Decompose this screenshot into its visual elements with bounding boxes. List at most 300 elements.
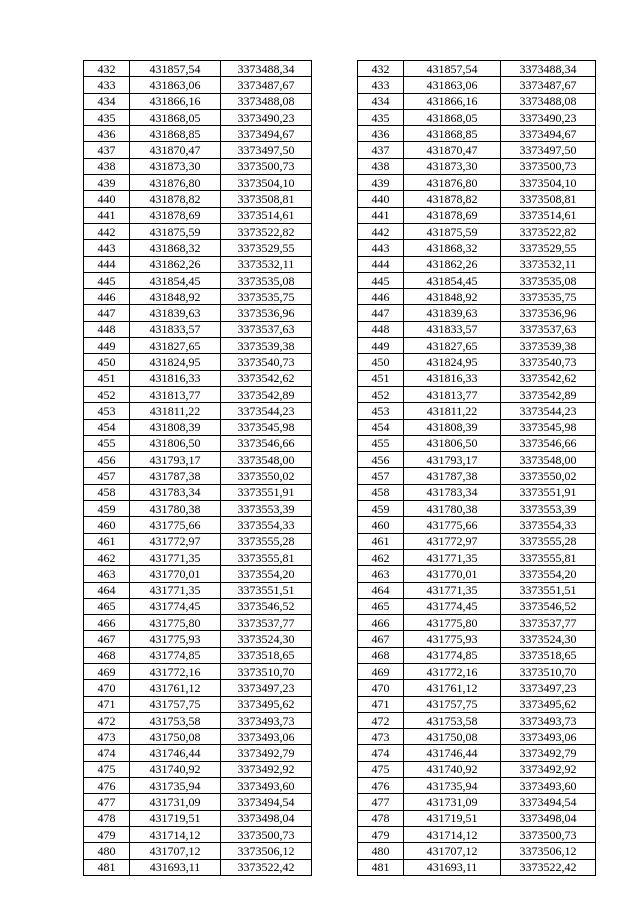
point-number-cell: 443	[84, 240, 130, 256]
x-coordinate-cell-copy: 431868,85	[404, 126, 501, 142]
point-number-cell: 475	[84, 761, 130, 777]
y-coordinate-cell: 3373554,20	[221, 566, 312, 582]
column-gap-cell	[312, 370, 358, 386]
y-coordinate-cell-copy: 3373529,55	[501, 240, 596, 256]
column-gap-cell	[312, 435, 358, 451]
x-coordinate-cell-copy: 431808,39	[404, 419, 501, 435]
x-coordinate-cell: 431873,30	[130, 158, 221, 174]
point-number-cell: 445	[84, 272, 130, 288]
point-number-cell-copy: 479	[358, 826, 404, 842]
x-coordinate-cell: 431868,32	[130, 240, 221, 256]
x-coordinate-cell: 431772,97	[130, 533, 221, 549]
y-coordinate-cell: 3373500,73	[221, 158, 312, 174]
table-row	[84, 843, 596, 859]
y-coordinate-cell-copy: 3373551,91	[501, 484, 596, 500]
table-row	[84, 712, 596, 728]
point-number-cell-copy: 478	[358, 810, 404, 826]
point-number-cell: 457	[84, 468, 130, 484]
x-coordinate-cell: 431875,59	[130, 223, 221, 239]
point-number-cell-copy: 467	[358, 631, 404, 647]
y-coordinate-cell-copy: 3373522,42	[501, 859, 596, 875]
x-coordinate-cell-copy: 431854,45	[404, 272, 501, 288]
column-gap-cell	[312, 419, 358, 435]
point-number-cell-copy: 455	[358, 435, 404, 451]
point-number-cell-copy: 477	[358, 794, 404, 810]
x-coordinate-cell-copy: 431827,65	[404, 338, 501, 354]
x-coordinate-cell-copy: 431775,66	[404, 517, 501, 533]
point-number-cell-copy: 436	[358, 126, 404, 142]
y-coordinate-cell-copy: 3373542,62	[501, 370, 596, 386]
x-coordinate-cell: 431783,34	[130, 484, 221, 500]
x-coordinate-cell: 431827,65	[130, 338, 221, 354]
point-number-cell: 456	[84, 452, 130, 468]
table-row	[84, 256, 596, 272]
point-number-cell-copy: 460	[358, 517, 404, 533]
y-coordinate-cell-copy: 3373537,63	[501, 321, 596, 337]
y-coordinate-cell-copy: 3373550,02	[501, 468, 596, 484]
table-row	[84, 501, 596, 517]
point-number-cell: 458	[84, 484, 130, 500]
x-coordinate-cell-copy: 431783,34	[404, 484, 501, 500]
point-number-cell-copy: 469	[358, 663, 404, 679]
y-coordinate-cell-copy: 3373498,04	[501, 810, 596, 826]
y-coordinate-cell-copy: 3373537,77	[501, 615, 596, 631]
point-number-cell: 450	[84, 354, 130, 370]
y-coordinate-cell: 3373522,42	[221, 859, 312, 875]
point-number-cell-copy: 439	[358, 175, 404, 191]
coordinates-table	[83, 60, 596, 876]
table-row	[84, 175, 596, 191]
column-gap-cell	[312, 272, 358, 288]
y-coordinate-cell: 3373487,67	[221, 77, 312, 93]
table-row	[84, 142, 596, 158]
y-coordinate-cell-copy: 3373554,33	[501, 517, 596, 533]
point-number-cell-copy: 458	[358, 484, 404, 500]
y-coordinate-cell-copy: 3373488,08	[501, 93, 596, 109]
y-coordinate-cell: 3373535,08	[221, 272, 312, 288]
x-coordinate-cell-copy: 431693,11	[404, 859, 501, 875]
table-row	[84, 305, 596, 321]
y-coordinate-cell: 3373553,39	[221, 501, 312, 517]
table-row	[84, 191, 596, 207]
x-coordinate-cell: 431870,47	[130, 142, 221, 158]
column-gap-cell	[312, 680, 358, 696]
x-coordinate-cell: 431693,11	[130, 859, 221, 875]
point-number-cell-copy: 463	[358, 566, 404, 582]
x-coordinate-cell-copy: 431868,05	[404, 109, 501, 125]
x-coordinate-cell-copy: 431780,38	[404, 501, 501, 517]
column-gap-cell	[312, 77, 358, 93]
x-coordinate-cell-copy: 431806,50	[404, 435, 501, 451]
y-coordinate-cell-copy: 3373546,52	[501, 598, 596, 614]
y-coordinate-cell: 3373494,67	[221, 126, 312, 142]
y-coordinate-cell-copy: 3373500,73	[501, 158, 596, 174]
x-coordinate-cell: 431857,54	[130, 61, 221, 77]
x-coordinate-cell: 431848,92	[130, 289, 221, 305]
table-row	[84, 826, 596, 842]
table-row	[84, 517, 596, 533]
y-coordinate-cell: 3373524,30	[221, 631, 312, 647]
x-coordinate-cell: 431750,08	[130, 729, 221, 745]
point-number-cell: 436	[84, 126, 130, 142]
y-coordinate-cell-copy: 3373492,92	[501, 761, 596, 777]
table-row	[84, 566, 596, 582]
y-coordinate-cell-copy: 3373504,10	[501, 175, 596, 191]
y-coordinate-cell-copy: 3373554,20	[501, 566, 596, 582]
y-coordinate-cell: 3373546,52	[221, 598, 312, 614]
y-coordinate-cell-copy: 3373497,50	[501, 142, 596, 158]
y-coordinate-cell-copy: 3373524,30	[501, 631, 596, 647]
table-row	[84, 126, 596, 142]
point-number-cell: 442	[84, 223, 130, 239]
y-coordinate-cell-copy: 3373488,34	[501, 61, 596, 77]
y-coordinate-cell: 3373493,06	[221, 729, 312, 745]
point-number-cell: 452	[84, 386, 130, 402]
table-row	[84, 207, 596, 223]
x-coordinate-cell: 431780,38	[130, 501, 221, 517]
x-coordinate-cell-copy: 431848,92	[404, 289, 501, 305]
point-number-cell: 454	[84, 419, 130, 435]
table-row	[84, 615, 596, 631]
y-coordinate-cell-copy: 3373506,12	[501, 843, 596, 859]
y-coordinate-cell: 3373554,33	[221, 517, 312, 533]
column-gap-cell	[312, 631, 358, 647]
point-number-cell-copy: 444	[358, 256, 404, 272]
x-coordinate-cell: 431868,85	[130, 126, 221, 142]
y-coordinate-cell: 3373498,04	[221, 810, 312, 826]
point-number-cell-copy: 445	[358, 272, 404, 288]
x-coordinate-cell-copy: 431772,16	[404, 663, 501, 679]
table-row	[84, 354, 596, 370]
x-coordinate-cell-copy: 431824,95	[404, 354, 501, 370]
x-coordinate-cell-copy: 431731,09	[404, 794, 501, 810]
y-coordinate-cell: 3373545,98	[221, 419, 312, 435]
column-gap-cell	[312, 566, 358, 582]
column-gap-cell	[312, 452, 358, 468]
column-gap-cell	[312, 729, 358, 745]
x-coordinate-cell-copy: 431878,69	[404, 207, 501, 223]
point-number-cell: 470	[84, 680, 130, 696]
point-number-cell-copy: 440	[358, 191, 404, 207]
x-coordinate-cell-copy: 431750,08	[404, 729, 501, 745]
x-coordinate-cell-copy: 431707,12	[404, 843, 501, 859]
column-gap-cell	[312, 338, 358, 354]
column-gap-cell	[312, 354, 358, 370]
point-number-cell: 464	[84, 582, 130, 598]
point-number-cell-copy: 454	[358, 419, 404, 435]
point-number-cell-copy: 446	[358, 289, 404, 305]
table-row	[84, 484, 596, 500]
x-coordinate-cell: 431811,22	[130, 403, 221, 419]
y-coordinate-cell: 3373497,50	[221, 142, 312, 158]
x-coordinate-cell-copy: 431775,93	[404, 631, 501, 647]
x-coordinate-cell-copy: 431735,94	[404, 778, 501, 794]
y-coordinate-cell: 3373550,02	[221, 468, 312, 484]
x-coordinate-cell-copy: 431774,45	[404, 598, 501, 614]
x-coordinate-cell-copy: 431873,30	[404, 158, 501, 174]
table-row	[84, 761, 596, 777]
y-coordinate-cell-copy: 3373493,73	[501, 712, 596, 728]
y-coordinate-cell-copy: 3373551,51	[501, 582, 596, 598]
point-number-cell: 473	[84, 729, 130, 745]
column-gap-cell	[312, 712, 358, 728]
y-coordinate-cell: 3373542,62	[221, 370, 312, 386]
table-row	[84, 321, 596, 337]
point-number-cell-copy: 434	[358, 93, 404, 109]
point-number-cell-copy: 447	[358, 305, 404, 321]
y-coordinate-cell: 3373497,23	[221, 680, 312, 696]
column-gap-cell	[312, 321, 358, 337]
y-coordinate-cell-copy: 3373548,00	[501, 452, 596, 468]
column-gap-cell	[312, 761, 358, 777]
table-row	[84, 93, 596, 109]
x-coordinate-cell-copy: 431863,06	[404, 77, 501, 93]
x-coordinate-cell: 431878,82	[130, 191, 221, 207]
column-gap-cell	[312, 501, 358, 517]
point-number-cell: 435	[84, 109, 130, 125]
x-coordinate-cell-copy: 431753,58	[404, 712, 501, 728]
point-number-cell-copy: 468	[358, 647, 404, 663]
x-coordinate-cell: 431757,75	[130, 696, 221, 712]
column-gap-cell	[312, 223, 358, 239]
y-coordinate-cell: 3373532,11	[221, 256, 312, 272]
y-coordinate-cell: 3373494,54	[221, 794, 312, 810]
x-coordinate-cell-copy: 431775,80	[404, 615, 501, 631]
point-number-cell: 453	[84, 403, 130, 419]
point-number-cell-copy: 481	[358, 859, 404, 875]
x-coordinate-cell: 431808,39	[130, 419, 221, 435]
point-number-cell: 446	[84, 289, 130, 305]
column-gap-cell	[312, 207, 358, 223]
column-gap-cell	[312, 175, 358, 191]
x-coordinate-cell: 431731,09	[130, 794, 221, 810]
y-coordinate-cell-copy: 3373518,65	[501, 647, 596, 663]
table-row	[84, 158, 596, 174]
point-number-cell-copy: 432	[358, 61, 404, 77]
table-row	[84, 272, 596, 288]
point-number-cell-copy: 435	[358, 109, 404, 125]
x-coordinate-cell: 431771,35	[130, 549, 221, 565]
point-number-cell: 467	[84, 631, 130, 647]
column-gap-cell	[312, 468, 358, 484]
x-coordinate-cell-copy: 431774,85	[404, 647, 501, 663]
x-coordinate-cell-copy: 431878,82	[404, 191, 501, 207]
y-coordinate-cell: 3373551,51	[221, 582, 312, 598]
column-gap-cell	[312, 615, 358, 631]
point-number-cell: 439	[84, 175, 130, 191]
x-coordinate-cell-copy: 431793,17	[404, 452, 501, 468]
table-row	[84, 533, 596, 549]
x-coordinate-cell: 431862,26	[130, 256, 221, 272]
table-row	[84, 452, 596, 468]
point-number-cell-copy: 476	[358, 778, 404, 794]
point-number-cell-copy: 457	[358, 468, 404, 484]
y-coordinate-cell: 3373514,61	[221, 207, 312, 223]
point-number-cell-copy: 461	[358, 533, 404, 549]
x-coordinate-cell: 431824,95	[130, 354, 221, 370]
point-number-cell-copy: 451	[358, 370, 404, 386]
x-coordinate-cell-copy: 431862,26	[404, 256, 501, 272]
y-coordinate-cell-copy: 3373493,60	[501, 778, 596, 794]
point-number-cell-copy: 441	[358, 207, 404, 223]
y-coordinate-cell: 3373544,23	[221, 403, 312, 419]
x-coordinate-cell: 431833,57	[130, 321, 221, 337]
point-number-cell-copy: 480	[358, 843, 404, 859]
y-coordinate-cell-copy: 3373532,11	[501, 256, 596, 272]
column-gap-cell	[312, 533, 358, 549]
column-gap-cell	[312, 598, 358, 614]
x-coordinate-cell-copy: 431740,92	[404, 761, 501, 777]
x-coordinate-cell-copy: 431870,47	[404, 142, 501, 158]
x-coordinate-cell: 431876,80	[130, 175, 221, 191]
x-coordinate-cell-copy: 431868,32	[404, 240, 501, 256]
column-gap-cell	[312, 386, 358, 402]
y-coordinate-cell: 3373522,82	[221, 223, 312, 239]
y-coordinate-cell: 3373548,00	[221, 452, 312, 468]
y-coordinate-cell: 3373490,23	[221, 109, 312, 125]
y-coordinate-cell-copy: 3373510,70	[501, 663, 596, 679]
point-number-cell-copy: 453	[358, 403, 404, 419]
table-row	[84, 794, 596, 810]
y-coordinate-cell: 3373540,73	[221, 354, 312, 370]
table-row	[84, 582, 596, 598]
point-number-cell-copy: 452	[358, 386, 404, 402]
column-gap-cell	[312, 745, 358, 761]
y-coordinate-cell-copy: 3373490,23	[501, 109, 596, 125]
y-coordinate-cell-copy: 3373546,66	[501, 435, 596, 451]
point-number-cell: 476	[84, 778, 130, 794]
y-coordinate-cell: 3373542,89	[221, 386, 312, 402]
column-gap-cell	[312, 778, 358, 794]
y-coordinate-cell: 3373529,55	[221, 240, 312, 256]
y-coordinate-cell: 3373546,66	[221, 435, 312, 451]
y-coordinate-cell-copy: 3373544,23	[501, 403, 596, 419]
table-row	[84, 338, 596, 354]
x-coordinate-cell-copy: 431761,12	[404, 680, 501, 696]
y-coordinate-cell: 3373508,81	[221, 191, 312, 207]
table-row	[84, 370, 596, 386]
table-row	[84, 663, 596, 679]
y-coordinate-cell-copy: 3373492,79	[501, 745, 596, 761]
x-coordinate-cell-copy: 431876,80	[404, 175, 501, 191]
x-coordinate-cell-copy: 431771,35	[404, 582, 501, 598]
point-number-cell: 433	[84, 77, 130, 93]
column-gap-cell	[312, 582, 358, 598]
point-number-cell: 449	[84, 338, 130, 354]
y-coordinate-cell-copy: 3373508,81	[501, 191, 596, 207]
y-coordinate-cell: 3373535,75	[221, 289, 312, 305]
x-coordinate-cell: 431772,16	[130, 663, 221, 679]
point-number-cell: 459	[84, 501, 130, 517]
x-coordinate-cell: 431816,33	[130, 370, 221, 386]
x-coordinate-cell: 431746,44	[130, 745, 221, 761]
x-coordinate-cell: 431866,16	[130, 93, 221, 109]
point-number-cell-copy: 470	[358, 680, 404, 696]
y-coordinate-cell-copy: 3373535,08	[501, 272, 596, 288]
y-coordinate-cell: 3373492,92	[221, 761, 312, 777]
y-coordinate-cell: 3373500,73	[221, 826, 312, 842]
point-number-cell: 440	[84, 191, 130, 207]
point-number-cell: 434	[84, 93, 130, 109]
point-number-cell-copy: 443	[358, 240, 404, 256]
point-number-cell-copy: 471	[358, 696, 404, 712]
point-number-cell: 472	[84, 712, 130, 728]
column-gap-cell	[312, 794, 358, 810]
x-coordinate-cell-copy: 431866,16	[404, 93, 501, 109]
table-row	[84, 223, 596, 239]
x-coordinate-cell: 431775,66	[130, 517, 221, 533]
column-gap-cell	[312, 826, 358, 842]
x-coordinate-cell-copy: 431811,22	[404, 403, 501, 419]
column-gap-cell	[312, 109, 358, 125]
y-coordinate-cell: 3373555,28	[221, 533, 312, 549]
table-row	[84, 696, 596, 712]
column-gap-cell	[312, 191, 358, 207]
y-coordinate-cell-copy: 3373487,67	[501, 77, 596, 93]
y-coordinate-cell-copy: 3373497,23	[501, 680, 596, 696]
point-number-cell: 469	[84, 663, 130, 679]
y-coordinate-cell-copy: 3373493,06	[501, 729, 596, 745]
point-number-cell-copy: 448	[358, 321, 404, 337]
x-coordinate-cell-copy: 431857,54	[404, 61, 501, 77]
x-coordinate-cell-copy: 431772,97	[404, 533, 501, 549]
y-coordinate-cell-copy: 3373539,38	[501, 338, 596, 354]
y-coordinate-cell-copy: 3373555,28	[501, 533, 596, 549]
x-coordinate-cell-copy: 431813,77	[404, 386, 501, 402]
x-coordinate-cell: 431863,06	[130, 77, 221, 93]
y-coordinate-cell-copy: 3373553,39	[501, 501, 596, 517]
table-row	[84, 403, 596, 419]
x-coordinate-cell-copy: 431770,01	[404, 566, 501, 582]
y-coordinate-cell-copy: 3373522,82	[501, 223, 596, 239]
y-coordinate-cell: 3373518,65	[221, 647, 312, 663]
y-coordinate-cell: 3373488,34	[221, 61, 312, 77]
y-coordinate-cell-copy: 3373500,73	[501, 826, 596, 842]
column-gap-cell	[312, 403, 358, 419]
y-coordinate-cell: 3373537,63	[221, 321, 312, 337]
table-row	[84, 810, 596, 826]
x-coordinate-cell-copy: 431719,51	[404, 810, 501, 826]
column-gap-cell	[312, 647, 358, 663]
point-number-cell-copy: 456	[358, 452, 404, 468]
table-row	[84, 745, 596, 761]
x-coordinate-cell: 431775,80	[130, 615, 221, 631]
table-row	[84, 729, 596, 745]
y-coordinate-cell-copy: 3373555,81	[501, 549, 596, 565]
column-gap-cell	[312, 289, 358, 305]
column-gap-cell	[312, 142, 358, 158]
x-coordinate-cell: 431787,38	[130, 468, 221, 484]
column-gap-cell	[312, 93, 358, 109]
y-coordinate-cell: 3373539,38	[221, 338, 312, 354]
table-row	[84, 647, 596, 663]
table-row	[84, 859, 596, 875]
coordinates-table-body	[84, 61, 596, 876]
point-number-cell-copy: 433	[358, 77, 404, 93]
x-coordinate-cell-copy: 431714,12	[404, 826, 501, 842]
y-coordinate-cell: 3373551,91	[221, 484, 312, 500]
point-number-cell: 468	[84, 647, 130, 663]
x-coordinate-cell-copy: 431757,75	[404, 696, 501, 712]
column-gap-cell	[312, 843, 358, 859]
column-gap-cell	[312, 256, 358, 272]
y-coordinate-cell: 3373488,08	[221, 93, 312, 109]
point-number-cell-copy: 475	[358, 761, 404, 777]
column-gap-cell	[312, 663, 358, 679]
point-number-cell-copy: 465	[358, 598, 404, 614]
point-number-cell-copy: 442	[358, 223, 404, 239]
column-gap-cell	[312, 484, 358, 500]
